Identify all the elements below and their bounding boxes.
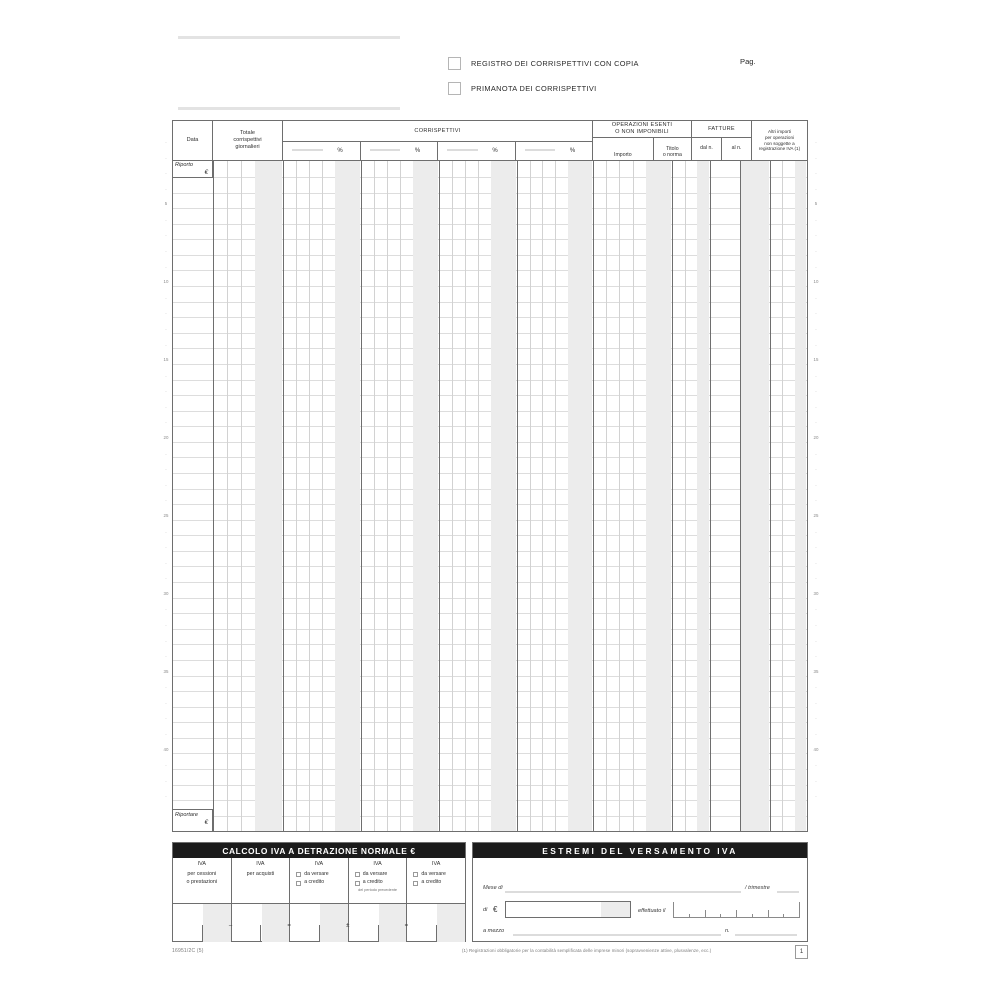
row-number: . <box>815 731 817 737</box>
row-number: . <box>815 684 817 690</box>
iva-option-row-3-2[interactable] <box>296 879 346 887</box>
percent-symbol-2: % <box>414 148 421 154</box>
checkbox-label-registro: REGISTRO DEI CORRISPETTIVI CON COPIA <box>471 59 639 68</box>
row-number: . <box>165 731 167 737</box>
column-header-corrispettivi-label: CORRISPETTIVI <box>414 127 461 134</box>
column-header-data-label: Data <box>186 137 199 143</box>
row-number: . <box>815 263 817 269</box>
date-ruler-field[interactable] <box>673 902 799 918</box>
iva-option-checkbox-4-1[interactable] <box>355 872 360 877</box>
form-code: 16951/2C (5) <box>172 948 204 954</box>
iva-value-cell-4[interactable] <box>349 904 407 942</box>
row-number: . <box>815 497 817 503</box>
percent-column-2[interactable] <box>361 142 439 160</box>
versamento-fields[interactable] <box>473 858 807 942</box>
table-row[interactable] <box>173 161 807 178</box>
row-number: . <box>165 325 167 331</box>
iva-column-title-2: IVA <box>256 861 265 867</box>
row-number: . <box>165 403 167 409</box>
table-row[interactable] <box>173 521 807 537</box>
table-row[interactable] <box>173 630 807 646</box>
iva-column-title-4: IVA <box>373 861 382 867</box>
row-number: . <box>815 170 817 176</box>
table-row[interactable] <box>173 334 807 350</box>
row-number: . <box>165 575 167 581</box>
percent-symbol-3: % <box>492 148 498 154</box>
percent-subcolumns <box>283 141 592 160</box>
table-row[interactable] <box>173 661 807 677</box>
table-row[interactable] <box>173 209 807 225</box>
iva-option-row-4-1[interactable] <box>355 871 405 879</box>
row-number: 15 <box>813 357 819 363</box>
column-header-esenti-titolo: Titolo o norma <box>662 145 682 158</box>
effettuato-label: effettuato il <box>638 908 666 914</box>
iva-column-header-5 <box>407 858 465 904</box>
column-header-totale-label: Totale corrispettivi giornalieri <box>233 130 262 150</box>
iva-option-label-3-2: a credito <box>304 879 325 886</box>
row-number: . <box>815 403 817 409</box>
row-number: . <box>815 185 817 191</box>
iva-operator-3: ± <box>346 923 350 929</box>
iva-option-label-4-1: da versare <box>362 870 388 877</box>
table-row[interactable] <box>173 287 807 303</box>
row-number: . <box>815 372 817 378</box>
carry-forward-bottom-cell[interactable] <box>173 809 213 831</box>
table-row[interactable] <box>173 396 807 412</box>
iva-operator-1: – <box>228 923 233 929</box>
checkbox-label-primanota: PRIMANOTA DEI CORRISPETTIVI <box>471 84 597 93</box>
iva-calculation-panel <box>172 842 466 942</box>
row-number: . <box>165 606 167 612</box>
table-row[interactable] <box>173 770 807 786</box>
iva-decimal-shading-3 <box>320 904 348 942</box>
row-number: . <box>815 481 817 487</box>
column-header-fatture <box>692 121 752 160</box>
iva-option-label-4-2: a credito <box>362 879 383 886</box>
row-number: . <box>165 372 167 378</box>
iva-decimal-shading-5 <box>437 904 465 942</box>
row-number: . <box>815 325 817 331</box>
iva-column-2[interactable] <box>232 858 291 942</box>
row-number: . <box>815 294 817 300</box>
iva-option-row-3-1[interactable] <box>296 871 346 879</box>
column-header-fatture-label: FATTURE <box>708 125 735 132</box>
amount-box-shading <box>601 902 630 917</box>
table-row[interactable] <box>173 692 807 708</box>
row-number: . <box>815 606 817 612</box>
row-number: 40 <box>813 746 819 752</box>
row-number: . <box>165 637 167 643</box>
percent-rate-input-4[interactable] <box>525 149 556 151</box>
iva-columns[interactable] <box>173 858 465 942</box>
table-row[interactable] <box>173 786 807 802</box>
row-number: 25 <box>813 512 819 518</box>
table-row[interactable] <box>173 271 807 287</box>
iva-column-header-3 <box>290 858 348 904</box>
iva-value-divider-5 <box>436 925 437 942</box>
table-row[interactable] <box>173 365 807 381</box>
iva-column-3[interactable] <box>290 858 349 942</box>
row-number: . <box>815 777 817 783</box>
row-number: . <box>815 341 817 347</box>
row-number: . <box>165 450 167 456</box>
table-row[interactable] <box>173 723 807 739</box>
row-number: . <box>815 621 817 627</box>
iva-value-cell-5[interactable] <box>404 904 465 942</box>
ruler-tick-4 <box>736 910 737 918</box>
row-number: . <box>165 263 167 269</box>
table-row[interactable] <box>173 677 807 693</box>
row-number: . <box>815 544 817 550</box>
ruler-tick-3 <box>720 914 721 918</box>
row-number: . <box>815 388 817 394</box>
iva-value-divider-2 <box>260 925 261 942</box>
row-number: . <box>165 185 167 191</box>
iva-option-checkbox-3-2[interactable] <box>296 881 301 886</box>
table-row[interactable] <box>173 458 807 474</box>
row-number: . <box>165 621 167 627</box>
table-row[interactable] <box>173 256 807 272</box>
table-row[interactable] <box>173 817 807 833</box>
iva-option-label-5-2: a credito <box>421 879 442 886</box>
row-number: 35 <box>813 668 819 674</box>
iva-value-divider-4 <box>378 925 379 942</box>
trimestre-label: / trimestre <box>745 885 770 891</box>
table-row[interactable] <box>173 754 807 770</box>
iva-value-cell-1[interactable] <box>173 904 231 942</box>
iva-column-header-4 <box>349 858 407 904</box>
iva-column-subtitle-2: per acquisti <box>246 870 275 877</box>
mese-input-line[interactable] <box>505 891 741 893</box>
iva-option-row-5-2[interactable] <box>413 879 463 887</box>
row-number: . <box>165 310 167 316</box>
identification-line-2[interactable] <box>178 107 400 110</box>
row-number: . <box>815 419 817 425</box>
row-number: 5 <box>814 201 818 207</box>
di-label: di <box>483 907 488 913</box>
row-number: 35 <box>163 668 169 674</box>
row-number: . <box>165 248 167 254</box>
checkbox-primanota-corrispettivi[interactable] <box>448 82 461 95</box>
trimestre-input-line[interactable] <box>777 891 799 893</box>
column-header-esenti-importo: Importo <box>593 138 654 160</box>
row-number: . <box>815 793 817 799</box>
row-number: . <box>165 762 167 768</box>
row-number: . <box>815 699 817 705</box>
row-number: . <box>165 715 167 721</box>
row-number: . <box>165 388 167 394</box>
amezzo-label: a mezzo <box>483 928 505 934</box>
versamento-panel-title: ESTREMI DEL VERSAMENTO IVA <box>473 843 807 858</box>
row-number: . <box>815 762 817 768</box>
iva-option-checkbox-5-1[interactable] <box>413 872 418 877</box>
row-number: . <box>165 481 167 487</box>
footnote-text: (1) Registrazioni obbligatorie per la contabilità semplificata delle imprese minori (sopravvenienze attive, plusvalenze, ecc.) <box>462 948 712 953</box>
table-row[interactable] <box>173 318 807 334</box>
row-number: . <box>815 637 817 643</box>
bottom-panels <box>172 842 808 942</box>
iva-column-5[interactable] <box>404 858 465 942</box>
amount-input-box[interactable] <box>505 901 631 918</box>
table-row[interactable] <box>173 739 807 755</box>
percent-rate-input-2[interactable] <box>370 149 401 151</box>
row-number: . <box>165 341 167 347</box>
numero-label: n. <box>725 928 730 934</box>
column-header-corrispettivi <box>283 121 593 160</box>
row-number: . <box>165 216 167 222</box>
column-header-esenti <box>593 121 692 160</box>
ruler-tick-6 <box>768 910 769 918</box>
iva-option-checkbox-3-1[interactable] <box>296 872 301 877</box>
ruler-tick-0 <box>673 902 674 918</box>
row-number: 15 <box>163 357 169 363</box>
table-row[interactable] <box>173 536 807 552</box>
header-identification-block <box>170 24 810 119</box>
euro-symbol: € <box>493 905 498 914</box>
table-row[interactable] <box>173 474 807 490</box>
mese-label: Mese di <box>483 885 503 891</box>
row-number: . <box>165 232 167 238</box>
row-number: . <box>815 232 817 238</box>
ledger-header-row <box>173 121 807 161</box>
page-label: Pag. <box>740 57 756 66</box>
row-number: . <box>815 154 817 160</box>
row-number: 10 <box>163 279 169 285</box>
ledger-grid-rows[interactable] <box>173 161 807 831</box>
numero-input-line[interactable] <box>735 934 797 936</box>
table-row[interactable] <box>173 178 807 194</box>
carry-forward-bottom-currency: € <box>204 819 208 826</box>
page-footer <box>172 946 808 964</box>
table-row[interactable] <box>173 427 807 443</box>
row-number: . <box>815 216 817 222</box>
row-numbers-right <box>810 137 822 809</box>
table-row[interactable] <box>173 708 807 724</box>
iva-operator-4: = <box>404 923 409 929</box>
row-number: 20 <box>163 435 169 441</box>
checkbox-row-registro[interactable] <box>448 57 639 70</box>
row-number: 5 <box>164 201 168 207</box>
row-number: . <box>815 139 817 144</box>
table-row[interactable] <box>173 614 807 630</box>
row-number: . <box>165 139 167 144</box>
column-header-altri-importi <box>752 121 807 160</box>
table-row[interactable] <box>173 225 807 241</box>
iva-decimal-shading-2 <box>262 904 290 942</box>
row-number: . <box>165 559 167 565</box>
iva-value-cell-2[interactable] <box>232 904 290 942</box>
row-number: . <box>165 497 167 503</box>
iva-column-note-4: del periodo precedente <box>358 887 397 892</box>
table-row[interactable] <box>173 349 807 365</box>
row-number: . <box>815 248 817 254</box>
iva-value-cell-3[interactable] <box>290 904 348 942</box>
row-number: . <box>165 544 167 550</box>
percent-column-3[interactable] <box>438 142 516 160</box>
carry-forward-top-label: Riporto <box>175 162 194 168</box>
iva-option-label-5-1: da versare <box>421 870 446 877</box>
iva-panel-title: CALCOLO IVA A DETRAZIONE NORMALE € <box>173 843 465 858</box>
table-row[interactable] <box>173 505 807 521</box>
iva-option-row-5-1[interactable] <box>413 871 463 879</box>
table-row[interactable] <box>173 599 807 615</box>
iva-column-title-1: IVA <box>197 861 206 867</box>
row-number: . <box>165 528 167 534</box>
table-row[interactable] <box>173 583 807 599</box>
table-row[interactable] <box>173 240 807 256</box>
row-numbers-left <box>160 137 172 809</box>
iva-column-header-1 <box>173 858 231 904</box>
ledger-body[interactable] <box>173 161 807 831</box>
row-number: . <box>165 466 167 472</box>
carry-forward-top-cell[interactable] <box>173 161 213 178</box>
iva-option-checkbox-5-2[interactable] <box>413 881 418 886</box>
table-row[interactable] <box>173 801 807 817</box>
iva-option-checkbox-4-2[interactable] <box>355 881 360 886</box>
ruler-tick-1 <box>689 914 690 918</box>
percent-column-4[interactable] <box>516 142 593 160</box>
row-number: . <box>815 450 817 456</box>
row-number: . <box>165 777 167 783</box>
row-number: . <box>165 684 167 690</box>
iva-column-title-3: IVA <box>314 861 324 867</box>
row-number: . <box>815 653 817 659</box>
table-row[interactable] <box>173 567 807 583</box>
percent-rate-input-3[interactable] <box>447 149 478 151</box>
page-number-box: 1 <box>795 945 808 959</box>
column-header-fatture-al: al n. <box>731 144 742 151</box>
table-row[interactable] <box>173 381 807 397</box>
row-number: 30 <box>163 590 169 596</box>
column-header-esenti-label: OPERAZIONI ESENTI O NON IMPONIBILI <box>611 122 673 135</box>
versamento-panel <box>472 842 808 942</box>
ruler-tick-7 <box>783 914 784 918</box>
row-number: . <box>165 419 167 425</box>
row-number: 20 <box>813 435 819 441</box>
iva-option-label-3-1: da versare <box>304 870 329 877</box>
row-number: . <box>165 294 167 300</box>
iva-column-1[interactable] <box>173 858 232 942</box>
table-row[interactable] <box>173 194 807 210</box>
row-number: 10 <box>813 279 819 285</box>
row-number: . <box>815 715 817 721</box>
iva-decimal-shading-4 <box>379 904 407 942</box>
percent-symbol-1: % <box>337 148 343 154</box>
table-row[interactable] <box>173 645 807 661</box>
row-number: 40 <box>163 746 169 752</box>
ruler-tick-8 <box>799 902 800 918</box>
table-row[interactable] <box>173 490 807 506</box>
ruler-tick-2 <box>705 910 706 918</box>
iva-column-subtitle-1: per cessioni o prestazioni <box>186 870 218 885</box>
row-number: . <box>165 653 167 659</box>
checkbox-row-primanota[interactable] <box>448 82 597 95</box>
row-number: . <box>165 154 167 160</box>
iva-column-title-5: IVA <box>432 861 441 867</box>
table-row[interactable] <box>173 303 807 319</box>
carry-forward-bottom-label: Riportare <box>175 812 199 818</box>
iva-decimal-shading-1 <box>203 904 231 942</box>
column-header-fatture-dal: dal n. <box>692 138 722 160</box>
percent-column-1[interactable] <box>283 142 361 160</box>
iva-option-row-4-2[interactable] <box>355 879 405 887</box>
row-number: 25 <box>163 512 169 518</box>
column-header-altri-importi-label: Altri importi per operazioni non soggette a registrazione IVA (1) <box>758 129 801 152</box>
iva-value-divider-3 <box>319 925 320 942</box>
percent-rate-input-1[interactable] <box>292 149 323 151</box>
carry-forward-top-currency: € <box>204 169 208 176</box>
row-number: . <box>815 310 817 316</box>
row-number: . <box>815 575 817 581</box>
identification-line-1[interactable] <box>178 36 400 39</box>
column-header-data <box>173 121 213 160</box>
row-number: . <box>815 466 817 472</box>
ruler-tick-5 <box>752 914 753 918</box>
row-number: . <box>815 559 817 565</box>
column-header-totale <box>213 121 283 160</box>
row-number: 30 <box>813 590 819 596</box>
iva-column-header-2 <box>232 858 290 904</box>
ledger-table[interactable] <box>172 120 808 832</box>
iva-column-4[interactable] <box>349 858 408 942</box>
iva-value-divider-1 <box>202 925 203 942</box>
iva-operator-2: = <box>287 923 291 929</box>
row-number: . <box>165 170 167 176</box>
row-number: . <box>815 528 817 534</box>
checkbox-registro-corrispettivi[interactable] <box>448 57 461 70</box>
table-row[interactable] <box>173 552 807 568</box>
row-number: . <box>165 699 167 705</box>
table-row[interactable] <box>173 412 807 428</box>
percent-symbol-4: % <box>569 148 576 154</box>
table-row[interactable] <box>173 443 807 459</box>
row-number: . <box>165 793 167 799</box>
amezzo-input-line[interactable] <box>513 934 721 936</box>
